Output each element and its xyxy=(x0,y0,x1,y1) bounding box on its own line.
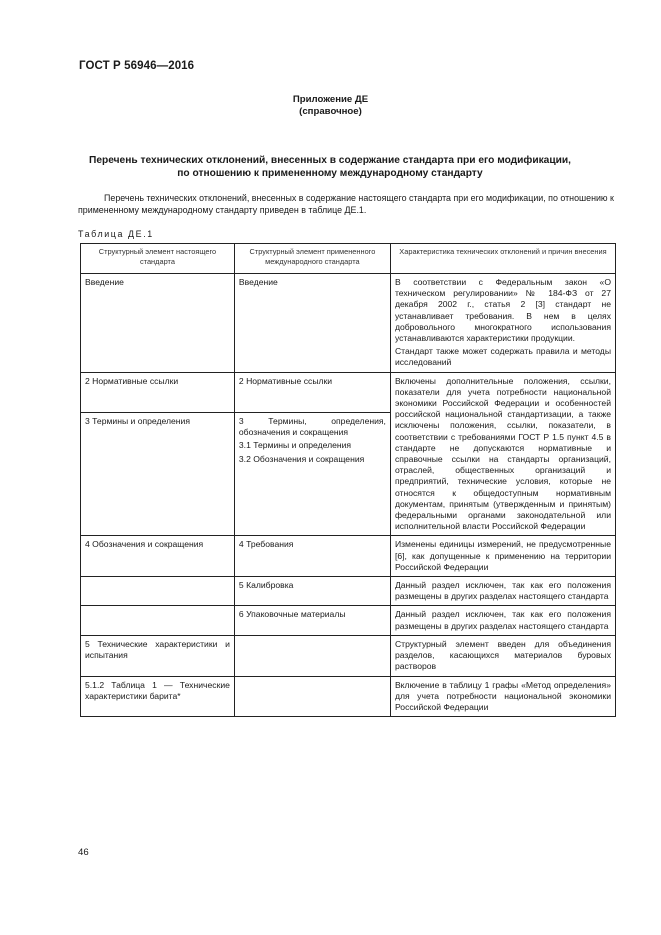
table-cell xyxy=(390,274,615,373)
header-cell: Характеристика технических отклонений и причин внесения xyxy=(390,244,615,274)
table-row xyxy=(81,372,616,412)
table-cell: Включение в таблицу 1 графы «Метод определения» для учета потребности национальной экономики Российской Федерации xyxy=(390,676,615,717)
table-row xyxy=(81,536,616,577)
appendix-subtitle: (справочное) xyxy=(299,106,362,117)
cell-paragraph: 3.2 Обозначения и сокращения xyxy=(238,453,365,464)
table-row xyxy=(81,635,616,676)
table-cell xyxy=(234,676,390,717)
appendix-heading xyxy=(0,94,661,118)
table-row xyxy=(81,274,616,373)
table-cell xyxy=(234,635,390,676)
appendix-title: Приложение ДЕ xyxy=(292,94,369,105)
cell-paragraph: В соответствии с Федеральным закон «О техническом регулировании» № 184-ФЗ от 27 декабря 2002 г., статья 2 [3] стандарт не устанавливает требования. В нем в целях добровольного многократного использования устанавливаются характеристики продукции. xyxy=(394,277,611,344)
table-row xyxy=(81,577,616,606)
document-title-line-1: Перечень технических отклонений, внесенных в содержание стандарта при его модификации, xyxy=(89,155,571,166)
table-cell: 5.1.2 Таблица 1 — Технические характеристики барита* xyxy=(81,676,235,717)
table-cell: Данный раздел исключен, так как его положения размещены в других разделах настоящего стандарта xyxy=(390,606,615,635)
table-cell xyxy=(81,606,235,635)
cell-paragraph: 3.1 Термины и определения xyxy=(238,440,352,451)
table-header-row xyxy=(81,244,616,274)
header-cell: Структурный элемент настоящего стандарта xyxy=(81,244,235,274)
table-cell: Включены дополнительные положения, ссылки, показатели для учета потребности национальной экономики Российской Федерации и особенностей российской национальной стандартизации, а также исключены положения, ссылки, показатели, в соответствии с требованиями ГОСТ Р 1.5 пункт 4.5 в стандарте не допускаются нормативные и справочные ссылки на стандарты организаций, отраслей, общественных организаций и предприятий, технические условия, которые не относятся к общедоступным нормативным документам, принятым (утвержденным и принятым) федеральными органами законодательной или исполнительной власти Российской Федерации xyxy=(390,372,615,536)
table-cell: Изменены единицы измерений, не предусмотренные [6], как допущенные к применению на территории Российской Федерации xyxy=(390,536,615,577)
cell-paragraph: 3 Термины, определения, обозначения и сокращения xyxy=(238,415,386,438)
document-title xyxy=(60,154,600,180)
table-cell: 5 Технические характеристики и испытания xyxy=(81,635,235,676)
table-cell xyxy=(81,577,235,606)
deviations-table xyxy=(80,243,616,717)
table-cell: 4 Обозначения и сокращения xyxy=(81,536,235,577)
standard-code: ГОСТ Р 56946—2016 xyxy=(79,60,195,72)
page-number: 46 xyxy=(78,847,89,858)
table-row xyxy=(81,606,616,635)
table-cell: 3 Термины и определения xyxy=(81,412,235,536)
table-cell: Данный раздел исключен, так как его положения размещены в других разделах настоящего стандарта xyxy=(390,577,615,606)
cell-paragraph: Стандарт также может содержать правила и методы исследований xyxy=(394,346,611,368)
table-cell: 6 Упаковочные материалы xyxy=(234,606,390,635)
table-cell: 2 Нормативные ссылки xyxy=(234,372,390,412)
header-cell: Структурный элемент примененного международного стандарта xyxy=(234,244,390,274)
table-cell: Введение xyxy=(81,274,235,373)
table-label: Таблица ДЕ.1 xyxy=(78,229,154,239)
table-row xyxy=(81,676,616,717)
table-cell: 5 Калибровка xyxy=(234,577,390,606)
table-cell: Введение xyxy=(234,274,390,373)
table-cell xyxy=(234,412,390,536)
table-cell: Структурный элемент введен для объединения разделов, касающихся материалов буровых растворов xyxy=(390,635,615,676)
document-title-line-2: по отношению к примененному международному стандарту xyxy=(177,168,483,179)
table-cell: 2 Нормативные ссылки xyxy=(81,372,235,412)
table-cell: 4 Требования xyxy=(234,536,390,577)
intro-paragraph: Перечень технических отклонений, внесенных в содержание настоящего стандарта при его модификации, по отношению к примененному международному стандарту приведен в таблице ДЕ.1. xyxy=(78,193,614,215)
